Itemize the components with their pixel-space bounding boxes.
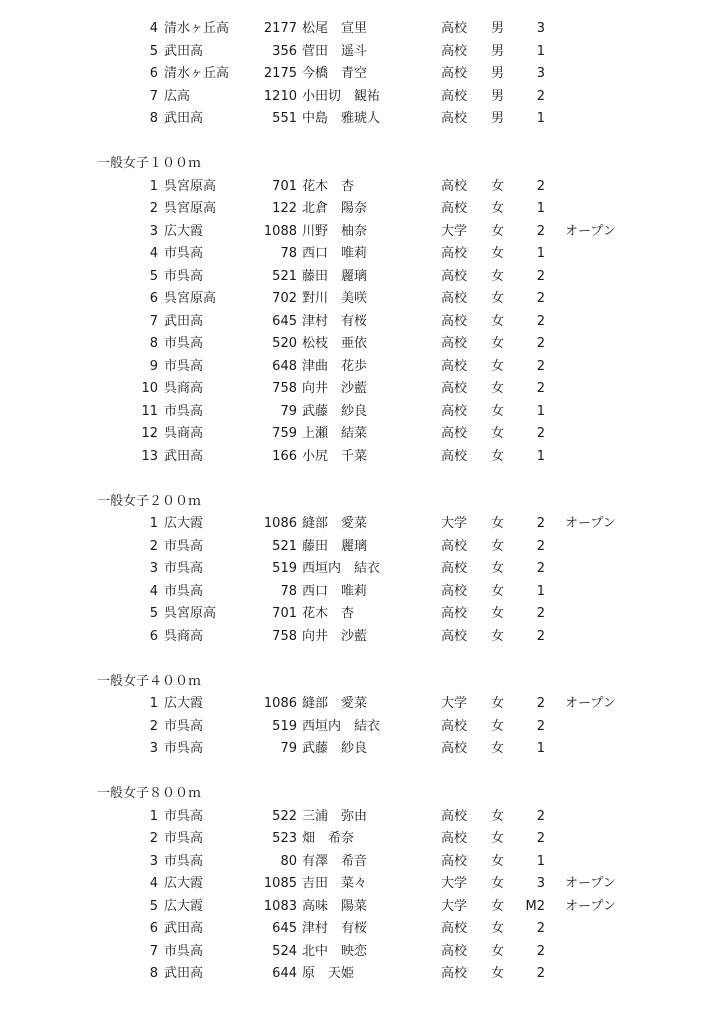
team-cell: 広大霞 xyxy=(164,516,204,531)
sex-cell: 女 xyxy=(491,223,505,239)
bib-number-cell: 521 xyxy=(272,268,297,284)
team-cell: 市呉高 xyxy=(164,561,204,576)
bib-number-cell: 701 xyxy=(272,178,297,194)
event-heading xyxy=(0,491,724,514)
grade-cell: 3 xyxy=(536,21,545,36)
rank-cell: 9 xyxy=(149,358,158,374)
result-row xyxy=(0,851,724,874)
category-cell: 高校 xyxy=(441,718,468,734)
team-cell: 広大霞 xyxy=(164,223,204,239)
athlete-name-cell: 縫部 愛菜 xyxy=(302,696,368,711)
bib-number-cell: 1083 xyxy=(263,898,297,914)
team-cell: 市呉高 xyxy=(164,741,204,756)
athlete-name-cell: 原 天姫 xyxy=(302,966,355,981)
team-cell: 武田高 xyxy=(164,966,204,981)
rank-cell: 4 xyxy=(149,583,158,599)
grade-cell: 2 xyxy=(536,628,545,644)
result-row xyxy=(0,176,724,199)
category-cell: 高校 xyxy=(441,21,468,36)
bib-number-cell: 166 xyxy=(272,448,297,464)
rank-cell: 6 xyxy=(149,921,158,936)
grade-cell: 2 xyxy=(536,808,545,824)
sex-cell: 女 xyxy=(491,741,505,756)
athlete-name-cell: 武藤 紗良 xyxy=(302,403,368,419)
sex-cell: 女 xyxy=(491,381,505,396)
grade-cell: 1 xyxy=(536,448,545,464)
team-cell: 呉商高 xyxy=(164,628,204,644)
category-cell: 高校 xyxy=(441,201,468,216)
category-cell: 高校 xyxy=(441,808,468,824)
grade-cell: 1 xyxy=(536,741,545,756)
team-cell: 市呉高 xyxy=(164,583,204,599)
category-cell: 高校 xyxy=(441,606,468,621)
athlete-name-cell: 今橋 青空 xyxy=(302,66,368,81)
rank-cell: 7 xyxy=(149,313,158,329)
grade-cell: 2 xyxy=(536,223,545,239)
grade-cell: 2 xyxy=(536,313,545,329)
team-cell: 広大霞 xyxy=(164,876,204,891)
sex-cell: 女 xyxy=(491,403,505,419)
team-cell: 市呉高 xyxy=(164,246,204,261)
result-row xyxy=(0,108,724,131)
rank-cell: 3 xyxy=(149,223,158,239)
athlete-name-cell: 津村 有桜 xyxy=(302,313,368,329)
note-cell: オープン xyxy=(565,516,616,531)
result-row xyxy=(0,873,724,896)
note-cell: オープン xyxy=(565,898,616,914)
results-document xyxy=(0,18,724,986)
sex-cell: 女 xyxy=(491,898,505,914)
sex-cell: 男 xyxy=(491,43,505,59)
team-cell: 市呉高 xyxy=(164,808,204,824)
note-cell: オープン xyxy=(565,876,616,891)
category-cell: 高校 xyxy=(441,336,468,351)
rank-cell: 2 xyxy=(149,831,158,846)
bib-number-cell: 1086 xyxy=(263,516,297,531)
bib-number-cell: 1085 xyxy=(263,876,297,891)
category-cell: 大学 xyxy=(441,223,468,239)
grade-cell: 3 xyxy=(536,66,545,81)
category-cell: 大学 xyxy=(441,696,468,711)
category-cell: 高校 xyxy=(441,358,468,374)
rank-cell: 6 xyxy=(149,66,158,81)
category-cell: 大学 xyxy=(441,876,468,891)
event-heading-text: 一般女子４００ｍ xyxy=(97,673,202,689)
result-row xyxy=(0,401,724,424)
result-row xyxy=(0,356,724,379)
sex-cell: 女 xyxy=(491,921,505,936)
rank-cell: 1 xyxy=(149,516,158,531)
bib-number-cell: 645 xyxy=(272,921,297,936)
bib-number-cell: 1210 xyxy=(263,88,297,104)
bib-number-cell: 1086 xyxy=(263,696,297,711)
athlete-name-cell: 北倉 陽奈 xyxy=(302,201,368,216)
rank-cell: 2 xyxy=(149,201,158,216)
result-row xyxy=(0,378,724,401)
rank-cell: 1 xyxy=(149,808,158,824)
bib-number-cell: 758 xyxy=(272,381,297,396)
bib-number-cell: 644 xyxy=(272,966,297,981)
sex-cell: 男 xyxy=(491,66,505,81)
rank-cell: 7 xyxy=(149,88,158,104)
sex-cell: 女 xyxy=(491,358,505,374)
athlete-name-cell: 北中 映恋 xyxy=(302,943,368,959)
section-spacer xyxy=(0,648,724,671)
bib-number-cell: 759 xyxy=(272,426,297,441)
result-row xyxy=(0,311,724,334)
athlete-name-cell: 縫部 愛菜 xyxy=(302,516,368,531)
grade-cell: 2 xyxy=(536,178,545,194)
rank-cell: 5 xyxy=(149,606,158,621)
sex-cell: 女 xyxy=(491,718,505,734)
category-cell: 高校 xyxy=(441,381,468,396)
sex-cell: 女 xyxy=(491,313,505,329)
athlete-name-cell: 上瀬 結菜 xyxy=(302,426,368,441)
event-heading xyxy=(0,153,724,176)
athlete-name-cell: 松枝 亜依 xyxy=(302,336,368,351)
grade-cell: 2 xyxy=(536,718,545,734)
result-row xyxy=(0,266,724,289)
bib-number-cell: 122 xyxy=(272,201,297,216)
grade-cell: 1 xyxy=(536,111,545,126)
result-row xyxy=(0,603,724,626)
athlete-name-cell: 津村 有桜 xyxy=(302,921,368,936)
grade-cell: 2 xyxy=(536,606,545,621)
rank-cell: 1 xyxy=(149,696,158,711)
bib-number-cell: 519 xyxy=(272,561,297,576)
grade-cell: 2 xyxy=(536,88,545,104)
section-spacer xyxy=(0,131,724,154)
note-cell: オープン xyxy=(565,223,616,239)
athlete-name-cell: 藤田 麗璃 xyxy=(302,538,368,554)
bib-number-cell: 519 xyxy=(272,718,297,734)
result-row xyxy=(0,243,724,266)
sex-cell: 女 xyxy=(491,628,505,644)
team-cell: 市呉高 xyxy=(164,358,204,374)
athlete-name-cell: 西垣内 結衣 xyxy=(302,561,381,576)
rank-cell: 4 xyxy=(149,876,158,891)
category-cell: 大学 xyxy=(441,898,468,914)
grade-cell: 1 xyxy=(536,853,545,869)
result-row xyxy=(0,738,724,761)
bib-number-cell: 648 xyxy=(272,358,297,374)
bib-number-cell: 356 xyxy=(272,43,297,59)
sex-cell: 女 xyxy=(491,966,505,981)
category-cell: 高校 xyxy=(441,291,468,306)
bib-number-cell: 522 xyxy=(272,808,297,824)
category-cell: 高校 xyxy=(441,583,468,599)
category-cell: 高校 xyxy=(441,313,468,329)
team-cell: 呉宮原高 xyxy=(164,201,217,216)
grade-cell: 2 xyxy=(536,516,545,531)
rank-cell: 6 xyxy=(149,628,158,644)
rank-cell: 2 xyxy=(149,718,158,734)
category-cell: 高校 xyxy=(441,741,468,756)
event-heading xyxy=(0,671,724,694)
result-row xyxy=(0,536,724,559)
bib-number-cell: 702 xyxy=(272,291,297,306)
team-cell: 広大霞 xyxy=(164,696,204,711)
bib-number-cell: 521 xyxy=(272,538,297,554)
rank-cell: 4 xyxy=(149,246,158,261)
sex-cell: 女 xyxy=(491,876,505,891)
category-cell: 高校 xyxy=(441,966,468,981)
team-cell: 清水ヶ丘高 xyxy=(164,66,230,81)
athlete-name-cell: 三浦 弥由 xyxy=(302,808,368,824)
sex-cell: 女 xyxy=(491,426,505,441)
team-cell: 武田高 xyxy=(164,313,204,329)
result-row xyxy=(0,806,724,829)
sex-cell: 女 xyxy=(491,853,505,869)
bib-number-cell: 701 xyxy=(272,606,297,621)
bib-number-cell: 1088 xyxy=(263,223,297,239)
category-cell: 高校 xyxy=(441,88,468,104)
athlete-name-cell: 中島 雅琥人 xyxy=(302,111,381,126)
bib-number-cell: 78 xyxy=(280,583,297,599)
sex-cell: 女 xyxy=(491,831,505,846)
sex-cell: 女 xyxy=(491,268,505,284)
grade-cell: 2 xyxy=(536,696,545,711)
grade-cell: 1 xyxy=(536,43,545,59)
grade-cell: 2 xyxy=(536,966,545,981)
grade-cell: 1 xyxy=(536,201,545,216)
rank-cell: 4 xyxy=(149,21,158,36)
grade-cell: 2 xyxy=(536,561,545,576)
athlete-name-cell: 川野 柚奈 xyxy=(302,223,368,239)
sex-cell: 男 xyxy=(491,21,505,36)
result-row xyxy=(0,288,724,311)
rank-cell: 6 xyxy=(149,291,158,306)
sex-cell: 女 xyxy=(491,583,505,599)
grade-cell: 2 xyxy=(536,291,545,306)
result-row xyxy=(0,86,724,109)
rank-cell: 5 xyxy=(149,268,158,284)
bib-number-cell: 79 xyxy=(280,403,297,419)
bib-number-cell: 758 xyxy=(272,628,297,644)
grade-cell: 1 xyxy=(536,583,545,599)
rank-cell: 7 xyxy=(149,943,158,959)
athlete-name-cell: 花木 杏 xyxy=(302,178,355,194)
result-row xyxy=(0,423,724,446)
bib-number-cell: 80 xyxy=(280,853,297,869)
bib-number-cell: 79 xyxy=(280,741,297,756)
team-cell: 呉商高 xyxy=(164,381,204,396)
rank-cell: 13 xyxy=(141,448,158,464)
sex-cell: 女 xyxy=(491,201,505,216)
grade-cell: 2 xyxy=(536,921,545,936)
bib-number-cell: 2177 xyxy=(263,21,297,36)
category-cell: 高校 xyxy=(441,921,468,936)
team-cell: 清水ヶ丘高 xyxy=(164,21,230,36)
note-cell: オープン xyxy=(565,696,616,711)
category-cell: 高校 xyxy=(441,43,468,59)
sex-cell: 女 xyxy=(491,696,505,711)
category-cell: 高校 xyxy=(441,66,468,81)
result-row xyxy=(0,918,724,941)
team-cell: 呉宮原高 xyxy=(164,291,217,306)
team-cell: 市呉高 xyxy=(164,943,204,959)
rank-cell: 8 xyxy=(149,966,158,981)
team-cell: 市呉高 xyxy=(164,403,204,419)
team-cell: 呉宮原高 xyxy=(164,606,217,621)
category-cell: 高校 xyxy=(441,561,468,576)
bib-number-cell: 78 xyxy=(280,246,297,261)
athlete-name-cell: 對川 美咲 xyxy=(302,291,368,306)
athlete-name-cell: 高味 陽菜 xyxy=(302,898,368,914)
result-row xyxy=(0,581,724,604)
rank-cell: 11 xyxy=(141,403,158,419)
bib-number-cell: 520 xyxy=(272,336,297,351)
team-cell: 呉商高 xyxy=(164,426,204,441)
sex-cell: 女 xyxy=(491,943,505,959)
result-row xyxy=(0,896,724,919)
rank-cell: 5 xyxy=(149,43,158,59)
result-row xyxy=(0,941,724,964)
category-cell: 高校 xyxy=(441,831,468,846)
team-cell: 市呉高 xyxy=(164,336,204,351)
category-cell: 高校 xyxy=(441,853,468,869)
sex-cell: 男 xyxy=(491,88,505,104)
event-heading xyxy=(0,783,724,806)
category-cell: 高校 xyxy=(441,448,468,464)
sex-cell: 女 xyxy=(491,246,505,261)
grade-cell: 2 xyxy=(536,426,545,441)
rank-cell: 12 xyxy=(141,426,158,441)
result-row xyxy=(0,963,724,986)
team-cell: 市呉高 xyxy=(164,853,204,869)
result-row xyxy=(0,513,724,536)
result-row xyxy=(0,221,724,244)
category-cell: 高校 xyxy=(441,111,468,126)
grade-cell: 2 xyxy=(536,943,545,959)
athlete-name-cell: 有澤 希音 xyxy=(302,853,368,869)
bib-number-cell: 551 xyxy=(272,111,297,126)
team-cell: 武田高 xyxy=(164,43,204,59)
rank-cell: 3 xyxy=(149,561,158,576)
sex-cell: 女 xyxy=(491,516,505,531)
team-cell: 武田高 xyxy=(164,111,204,126)
sex-cell: 女 xyxy=(491,178,505,194)
team-cell: 広大霞 xyxy=(164,898,204,914)
bib-number-cell: 2175 xyxy=(263,66,297,81)
event-heading-text: 一般女子２００ｍ xyxy=(97,493,202,509)
result-row xyxy=(0,558,724,581)
rank-cell: 2 xyxy=(149,538,158,554)
result-row xyxy=(0,18,724,41)
grade-cell: 1 xyxy=(536,246,545,261)
bib-number-cell: 524 xyxy=(272,943,297,959)
grade-cell: 2 xyxy=(536,358,545,374)
sex-cell: 女 xyxy=(491,606,505,621)
category-cell: 高校 xyxy=(441,403,468,419)
athlete-name-cell: 西口 唯莉 xyxy=(302,583,368,599)
athlete-name-cell: 花木 杏 xyxy=(302,606,355,621)
team-cell: 市呉高 xyxy=(164,538,204,554)
athlete-name-cell: 畑 希奈 xyxy=(302,831,355,846)
result-row xyxy=(0,716,724,739)
category-cell: 高校 xyxy=(441,246,468,261)
athlete-name-cell: 吉田 菜々 xyxy=(302,876,368,891)
rank-cell: 3 xyxy=(149,853,158,869)
result-row xyxy=(0,828,724,851)
category-cell: 高校 xyxy=(441,426,468,441)
grade-cell: 3 xyxy=(536,876,545,891)
result-row xyxy=(0,626,724,649)
rank-cell: 10 xyxy=(141,381,158,396)
grade-cell: 2 xyxy=(536,538,545,554)
grade-cell: 2 xyxy=(536,381,545,396)
athlete-name-cell: 向井 沙藍 xyxy=(302,628,368,644)
athlete-name-cell: 小田切 観祐 xyxy=(302,88,381,104)
athlete-name-cell: 武藤 紗良 xyxy=(302,741,368,756)
rank-cell: 1 xyxy=(149,178,158,194)
result-row xyxy=(0,63,724,86)
sex-cell: 女 xyxy=(491,808,505,824)
category-cell: 高校 xyxy=(441,538,468,554)
result-row xyxy=(0,198,724,221)
sex-cell: 女 xyxy=(491,336,505,351)
grade-cell: M2 xyxy=(525,898,545,914)
grade-cell: 1 xyxy=(536,403,545,419)
grade-cell: 2 xyxy=(536,831,545,846)
bib-number-cell: 523 xyxy=(272,831,297,846)
result-row xyxy=(0,41,724,64)
result-row xyxy=(0,693,724,716)
rank-cell: 8 xyxy=(149,111,158,126)
category-cell: 高校 xyxy=(441,943,468,959)
team-cell: 武田高 xyxy=(164,921,204,936)
athlete-name-cell: 菅田 遥斗 xyxy=(302,43,368,59)
bib-number-cell: 645 xyxy=(272,313,297,329)
team-cell: 広高 xyxy=(164,88,191,104)
team-cell: 市呉高 xyxy=(164,718,204,734)
section-spacer xyxy=(0,761,724,784)
athlete-name-cell: 西口 唯莉 xyxy=(302,246,368,261)
grade-cell: 2 xyxy=(536,336,545,351)
section-spacer xyxy=(0,468,724,491)
team-cell: 武田高 xyxy=(164,448,204,464)
rank-cell: 3 xyxy=(149,741,158,756)
athlete-name-cell: 小尻 千菜 xyxy=(302,448,368,464)
sex-cell: 女 xyxy=(491,291,505,306)
category-cell: 大学 xyxy=(441,516,468,531)
event-heading-text: 一般女子１００ｍ xyxy=(97,156,202,171)
athlete-name-cell: 向井 沙藍 xyxy=(302,381,368,396)
sex-cell: 女 xyxy=(491,538,505,554)
result-row xyxy=(0,446,724,469)
team-cell: 呉宮原高 xyxy=(164,178,217,194)
athlete-name-cell: 津曲 花歩 xyxy=(302,358,368,374)
team-cell: 市呉高 xyxy=(164,831,204,846)
event-heading-text: 一般女子８００ｍ xyxy=(97,786,202,801)
category-cell: 高校 xyxy=(441,178,468,194)
rank-cell: 5 xyxy=(149,898,158,914)
rank-cell: 8 xyxy=(149,336,158,351)
sex-cell: 女 xyxy=(491,448,505,464)
sex-cell: 女 xyxy=(491,561,505,576)
team-cell: 市呉高 xyxy=(164,268,204,284)
athlete-name-cell: 松尾 宣里 xyxy=(302,21,368,36)
result-row xyxy=(0,333,724,356)
grade-cell: 2 xyxy=(536,268,545,284)
category-cell: 高校 xyxy=(441,628,468,644)
sex-cell: 男 xyxy=(491,111,505,126)
athlete-name-cell: 西垣内 結衣 xyxy=(302,718,381,734)
athlete-name-cell: 藤田 麗璃 xyxy=(302,268,368,284)
category-cell: 高校 xyxy=(441,268,468,284)
